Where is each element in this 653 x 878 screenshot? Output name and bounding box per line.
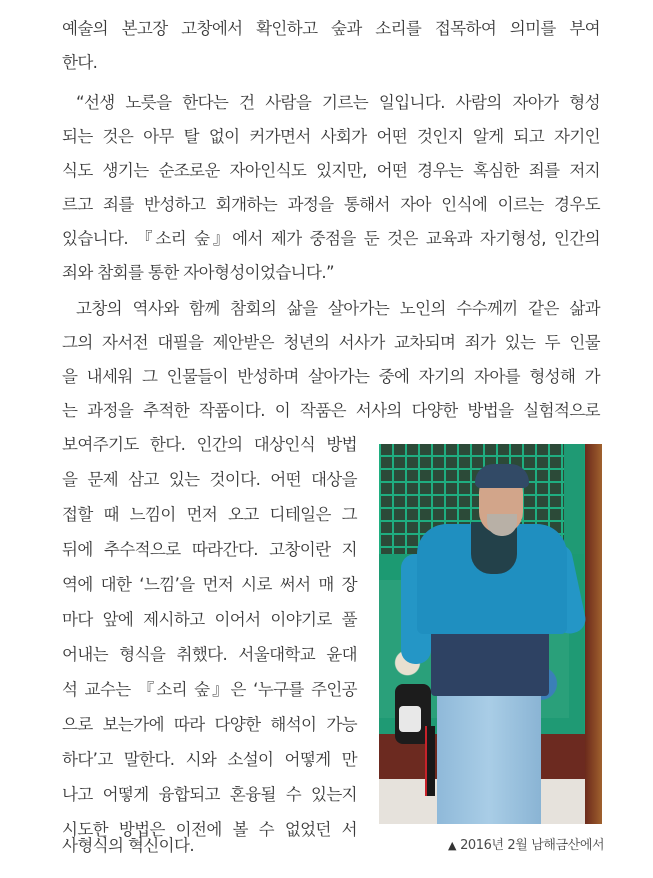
quote-line: 죄와 참회를 통한 자아형성이었습니다.”: [62, 263, 334, 282]
text-line: 어내는 형식을 취했다. 서울대학교 윤대: [62, 645, 357, 664]
text-line: 을 문제 삼고 있는 것이다. 어떤 대상을: [62, 470, 357, 489]
jeans: [437, 684, 541, 824]
photo-caption: [448, 834, 604, 853]
quote-line: 르고 죄를 반성하고 회개하는 과정을 통해서 자아 인식에 이르는 경우도: [62, 195, 600, 214]
text-line: 을 내세워 그 인물들이 반성하며 살아가는 중에 자기의 자아를 형성해 가: [62, 367, 600, 386]
quote-line: “선생 노릇을 한다는 건 사람을 기르는 일입니다. 사람의 자아가 형성: [76, 93, 600, 112]
camera-strap: [425, 726, 435, 796]
text-line: 접할 때 느낌이 먼저 오고 디테일은 그: [62, 505, 357, 524]
text-line: 사형식의 혁신이다.: [62, 836, 195, 855]
text-line: 그의 자서전 대필을 제안받은 청년의 서사가 교차되며 죄가 있는 두 인물: [62, 333, 600, 352]
text-line: 마다 앞에 제시하고 이어서 이야기로 풀: [62, 610, 357, 629]
caption-text: 2016년 2월 남해금산에서: [460, 838, 605, 853]
quote-line: 식도 생기는 순조로운 자아인식도 있지만, 어떤 경우는 혹심한 죄를 저지: [62, 161, 600, 180]
text-line: 석 교수는 『소리 숲』은 ‘누구를 주인공: [62, 680, 357, 699]
text-line: 시도한 방법은 이전에 볼 수 없었던 서: [62, 820, 357, 839]
camera-lens: [399, 706, 421, 732]
text-line: 역에 대한 ‘느낌’을 먼저 시로 써서 매 장: [62, 575, 357, 594]
text-line: 는 과정을 추적한 작품이다. 이 작품은 서사의 다양한 방법을 실험적으로: [62, 401, 600, 420]
triangle-up-icon: ▲: [448, 839, 457, 852]
text-line: 예술의 본고장 고창에서 확인하고 숲과 소리를 접목하여 의미를 부여: [62, 19, 600, 38]
jacket-lower: [431, 624, 549, 696]
flat-cap: [475, 464, 529, 488]
text-line: 나고 어떻게 융합되고 혼융될 수 있는지: [62, 785, 357, 804]
text-line: 한다.: [62, 53, 98, 72]
text-line: 으로 보는가에 따라 다양한 해석이 가능: [62, 715, 357, 734]
text-line: 하다’고 말한다. 시와 소설이 어떻게 만: [62, 750, 357, 769]
text-line: 보여주기도 한다. 인간의 대상인식 방법: [62, 435, 357, 454]
man-with-camera-photo: [379, 444, 602, 824]
text-line: 고창의 역사와 함께 참회의 삶을 살아가는 노인의 수수께끼 같은 삶과: [76, 299, 600, 318]
text-line: 뒤에 추수적으로 따라간다. 고창이란 지: [62, 540, 357, 559]
wooden-pillar: [585, 444, 602, 824]
quote-line: 있습니다. 『소리 숲』에서 제가 중점을 둔 것은 교육과 자기형성, 인간의: [62, 229, 600, 248]
quote-line: 되는 것은 아무 탈 없이 커가면서 사회가 어떤 것인지 알게 되고 자기인: [62, 127, 600, 146]
